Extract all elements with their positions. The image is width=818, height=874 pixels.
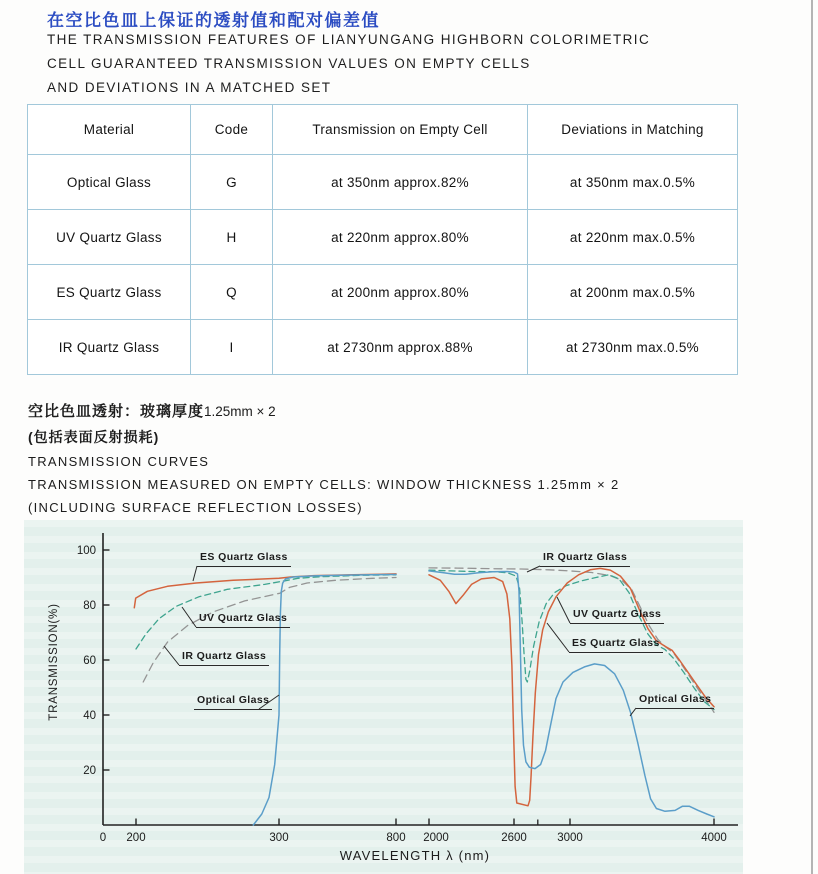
note-losses-chinese: (包括表面反射损耗) xyxy=(28,429,160,445)
x-tick-label: 200 xyxy=(126,832,146,844)
curve-label-leader-uv-quartz-glass-right xyxy=(557,597,570,623)
table-cell: at 220nm approx.80% xyxy=(273,210,528,265)
curve-label-uv-quartz-glass-right: UV Quartz Glass xyxy=(570,608,664,624)
curve-label-ir-quartz-glass-left: IR Quartz Glass xyxy=(179,650,269,666)
note-spec-chinese-value: 1.25mm × 2 xyxy=(204,404,276,419)
table-cell: at 350nm approx.82% xyxy=(273,155,528,210)
table-cell: at 2730nm approx.88% xyxy=(273,320,528,375)
y-tick-label: 100 xyxy=(76,545,96,557)
table-cell: Optical Glass xyxy=(28,155,191,210)
table-cell: at 200nm max.0.5% xyxy=(528,265,738,320)
table-cell: G xyxy=(191,155,273,210)
note-measured-line: TRANSMISSION MEASURED ON EMPTY CELLS: WINDOW THICKNESS 1.25mm × 2 xyxy=(28,477,620,492)
curve-label-optical-glass-right: Optical Glass xyxy=(636,693,714,709)
curve-ir-quartz-glass xyxy=(143,578,396,683)
curve-label-optical-glass-left: Optical Glass xyxy=(194,694,272,710)
x-tick-label: 0 xyxy=(99,832,107,844)
x-axis-title: WAVELENGTH λ (nm) xyxy=(339,848,491,863)
note-curves-title: TRANSMISSION CURVES xyxy=(28,454,210,469)
curve-label-uv-quartz-glass-left: UV Quartz Glass xyxy=(196,612,290,628)
table-cell: at 350nm max.0.5% xyxy=(528,155,738,210)
table-cell: ES Quartz Glass xyxy=(28,265,191,320)
column-header: Transmission on Empty Cell xyxy=(273,105,528,155)
curve-label-es-quartz-glass-left: ES Quartz Glass xyxy=(197,551,291,567)
y-tick-label: 60 xyxy=(83,655,96,667)
column-header: Deviations in Matching xyxy=(528,105,738,155)
x-tick-label: 3000 xyxy=(557,832,583,844)
curve-label-leader-es-quartz-glass-right xyxy=(547,623,569,652)
column-header: Code xyxy=(191,105,273,155)
curve-label-ir-quartz-glass-right: IR Quartz Glass xyxy=(540,551,630,567)
table-cell: I xyxy=(191,320,273,375)
table-cell: at 2730nm max.0.5% xyxy=(528,320,738,375)
note-losses-line: (INCLUDING SURFACE REFLECTION LOSSES) xyxy=(28,500,363,515)
x-tick-label: 2000 xyxy=(423,832,449,844)
table-cell: at 220nm max.0.5% xyxy=(528,210,738,265)
page-title-english-line3: AND DEVIATIONS IN A MATCHED SET xyxy=(47,80,332,95)
x-tick-label: 4000 xyxy=(701,832,727,844)
curve-es-quartz-glass xyxy=(429,568,714,805)
y-tick-label: 20 xyxy=(83,765,96,777)
note-spec-chinese-bold: 空比色皿透射：玻璃厚度 xyxy=(28,403,205,420)
x-tick-label: 800 xyxy=(386,832,406,844)
curve-label-leader-es-quartz-glass-left xyxy=(193,566,197,581)
x-tick-label: 300 xyxy=(269,832,289,844)
curve-label-es-quartz-glass-right: ES Quartz Glass xyxy=(569,637,663,653)
curve-label-leader-ir-quartz-glass-left xyxy=(164,646,179,665)
y-tick-label: 80 xyxy=(83,600,96,612)
page-title-english-line1: THE TRANSMISSION FEATURES OF LIANYUNGANG HIGHBORN COLORIMETRIC xyxy=(47,32,651,47)
table-cell: IR Quartz Glass xyxy=(28,320,191,375)
page-edge-strip xyxy=(811,0,813,874)
page-title-chinese: 在空比色皿上保证的透射值和配对偏差值 xyxy=(47,11,380,30)
table-cell: at 200nm approx.80% xyxy=(273,265,528,320)
y-tick-label: 40 xyxy=(83,710,96,722)
x-tick-label: 2600 xyxy=(501,832,527,844)
table-cell: H xyxy=(191,210,273,265)
curve-label-leader-uv-quartz-glass-left xyxy=(182,607,196,627)
table-cell: Q xyxy=(191,265,273,320)
page-title-english-line2: CELL GUARANTEED TRANSMISSION VALUES ON EMPTY CELLS xyxy=(47,56,531,71)
y-axis-title: TRANSMISSION(%) xyxy=(48,603,60,721)
table-cell: UV Quartz Glass xyxy=(28,210,191,265)
column-header: Material xyxy=(28,105,191,155)
